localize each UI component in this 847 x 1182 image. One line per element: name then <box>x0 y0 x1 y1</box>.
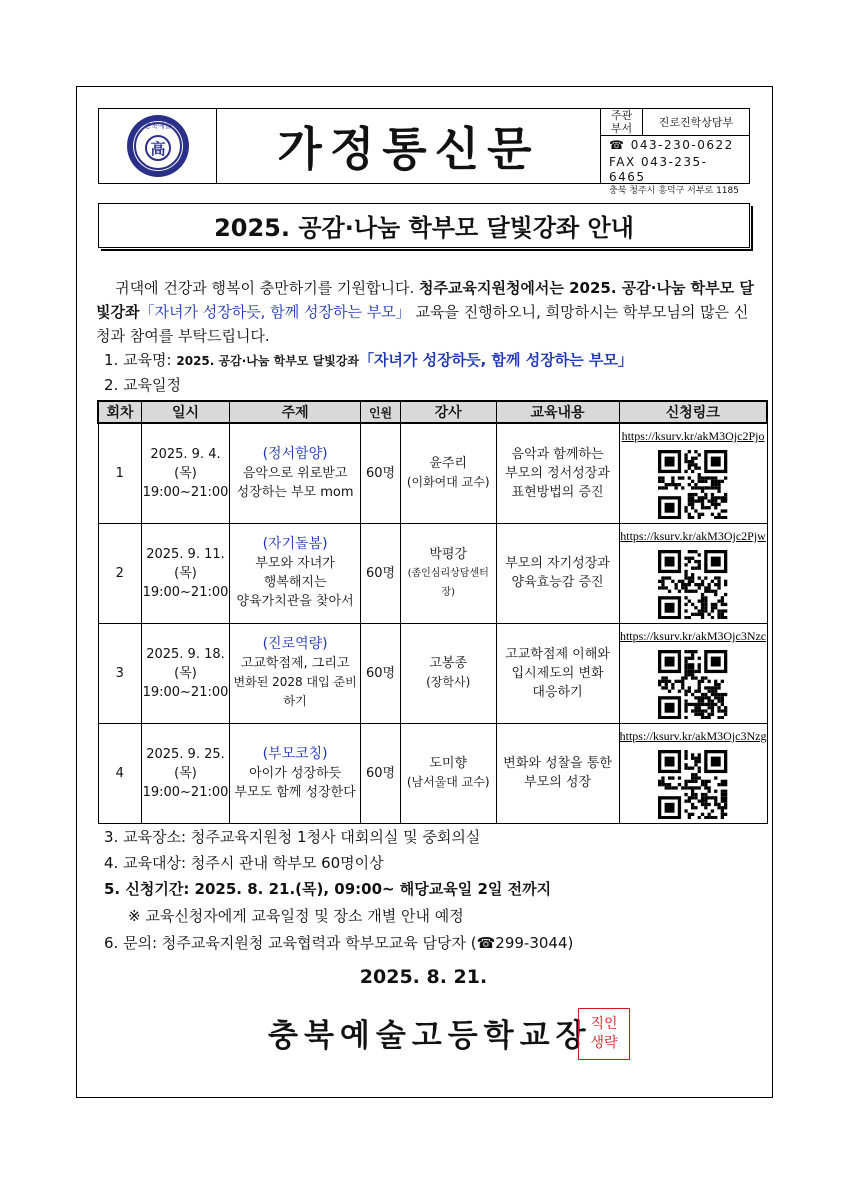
session-content: 부모의 자기성장과 양육효능감 증진 <box>496 523 619 623</box>
item-period-note: ※ 교육신청자에게 교육일정 및 장소 개별 안내 예정 <box>128 907 464 925</box>
col-header: 강사 <box>400 401 496 423</box>
letter-header <box>98 108 750 196</box>
signup-link[interactable]: https://ksurv.kr/akM3Ojc3Nzg <box>619 728 767 743</box>
session-number: 4 <box>98 723 142 823</box>
tel-number: ☎ 043-230-0622 <box>609 138 734 152</box>
item-location: 3. 교육장소: 청주교육지원청 1청사 대회의실 및 중회의실 <box>104 828 481 846</box>
item-schedule-heading: 2. 교육일정 <box>104 376 182 394</box>
issue-date: 2025. 8. 21. <box>359 966 488 988</box>
official-seal-omitted: 직인 생략 <box>578 1008 630 1060</box>
col-header: 회차 <box>98 401 142 423</box>
col-header: 주제 <box>229 401 360 423</box>
signup-link[interactable]: https://ksurv.kr/akM3Ojc2Pjo <box>621 429 765 444</box>
session-topic: (부모코칭) 아이가 성장하듯 부모도 함께 성장한다 <box>229 723 360 823</box>
signup-link-cell <box>619 423 767 523</box>
qr-code-icon[interactable] <box>620 550 767 619</box>
dept-value: 진로진학상담부 <box>658 116 734 129</box>
session-datetime: 2025. 9. 25.(목) 19:00~21:00 <box>142 723 230 823</box>
session-content: 고교학점제 이해와 입시제도의 변화 대응하기 <box>496 623 619 723</box>
table-header-row <box>98 401 767 423</box>
table-row <box>98 723 767 823</box>
address: 충북 청주시 흥덕구 서부로 1185 <box>609 186 739 196</box>
program-title: 「자녀가 성장하듯, 함께 성장하는 부모」 <box>139 303 411 321</box>
session-lecturer: 윤주리 (이화여대 교수) <box>400 423 496 523</box>
session-capacity: 60명 <box>361 723 401 823</box>
intro-paragraph: 귀댁에 건강과 행복이 충만하기를 기원합니다. 청주교육지원청에서는 2025. 공감·나눔 학부모 달빛강좌「자녀가 성장하듯, 함께 성장하는 부모」 교육을 진행하오니, 희망하시는 학부모님의 많은 신청과 참여를 부탁드립니다. <box>96 279 754 345</box>
notice-subtitle: 2025. 공감·나눔 학부모 달빛강좌 안내 <box>98 203 750 248</box>
qr-code-icon[interactable] <box>620 450 767 519</box>
signup-link-cell <box>619 523 767 623</box>
signup-link[interactable]: https://ksurv.kr/akM3Ojc2Pjw <box>620 528 766 543</box>
item-target: 4. 교육대상: 청주시 관내 학부모 60명이상 <box>104 854 384 872</box>
session-topic: (자기돌봄) 부모와 자녀가 행복해지는 양육가치관을 찾아서 <box>229 523 360 623</box>
school-emblem-icon <box>125 113 191 179</box>
qr-code-icon[interactable] <box>620 750 767 819</box>
svg-text:충북예술: 충북예술 <box>143 122 172 130</box>
table-row <box>98 523 767 623</box>
col-header: 일시 <box>142 401 230 423</box>
session-number: 1 <box>98 423 142 523</box>
col-header: 신청링크 <box>619 401 767 423</box>
intro-bold: 청주교육지원청에서는 2025. 공감·나눔 학부모 달빛강좌 <box>96 279 754 321</box>
fax-number: FAX 043-235-6465 <box>609 155 708 184</box>
session-capacity: 60명 <box>361 423 401 523</box>
session-lecturer: 박평강 (좀인심리상담센터장) <box>400 523 496 623</box>
session-topic: (정서함양) 음악으로 위로받고 성장하는 부모 mom <box>229 423 360 523</box>
table-row <box>98 423 767 523</box>
session-lecturer: 고봉종 (장학사) <box>400 623 496 723</box>
signup-link-cell <box>619 723 767 823</box>
school-emblem <box>99 109 217 183</box>
col-header: 교육내용 <box>496 401 619 423</box>
table-row <box>98 623 767 723</box>
session-datetime: 2025. 9. 4.(목) 19:00~21:00 <box>142 423 230 523</box>
session-number: 3 <box>98 623 142 723</box>
school-name: 충북예술고등학교장 <box>268 1018 592 1054</box>
signup-link[interactable]: https://ksurv.kr/akM3Ojc3Nzc <box>619 628 767 643</box>
schedule-table <box>97 400 768 824</box>
session-datetime: 2025. 9. 18.(목) 19:00~21:00 <box>142 623 230 723</box>
session-datetime: 2025. 9. 11.(목) 19:00~21:00 <box>142 523 230 623</box>
item-program-name: 1. 교육명: 2025. 공감·나눔 학부모 달빛강좌「자녀가 성장하듯, 함께 성장하는 부모」 <box>104 351 633 369</box>
dept-info <box>601 109 749 196</box>
session-number: 2 <box>98 523 142 623</box>
svg-text:高: 高 <box>149 140 166 158</box>
session-capacity: 60명 <box>361 523 401 623</box>
dept-label-1: 주관 <box>610 109 633 122</box>
session-capacity: 60명 <box>361 623 401 723</box>
session-topic: (진로역량) 고교학점제, 그리고 변화된 2028 대입 준비하기 <box>229 623 360 723</box>
item-period: 5. 신청기간: 2025. 8. 21.(목), 09:00~ 해당교육일 2일 전까지 <box>104 880 552 898</box>
item-contact: 6. 문의: 청주교육지원청 교육협력과 학부모교육 담당자 (☎299-3044) <box>104 934 574 952</box>
page-title: 가정통신문 <box>217 109 601 183</box>
session-content: 음악과 함께하는 부모의 정서성장과 표현방법의 증진 <box>496 423 619 523</box>
col-header: 인원 <box>361 401 401 423</box>
session-lecturer: 도미향 (남서울대 교수) <box>400 723 496 823</box>
dept-label-2: 부서 <box>610 122 633 135</box>
qr-code-icon[interactable] <box>620 650 767 719</box>
session-content: 변화와 성찰을 통한 부모의 성장 <box>496 723 619 823</box>
signup-link-cell <box>619 623 767 723</box>
